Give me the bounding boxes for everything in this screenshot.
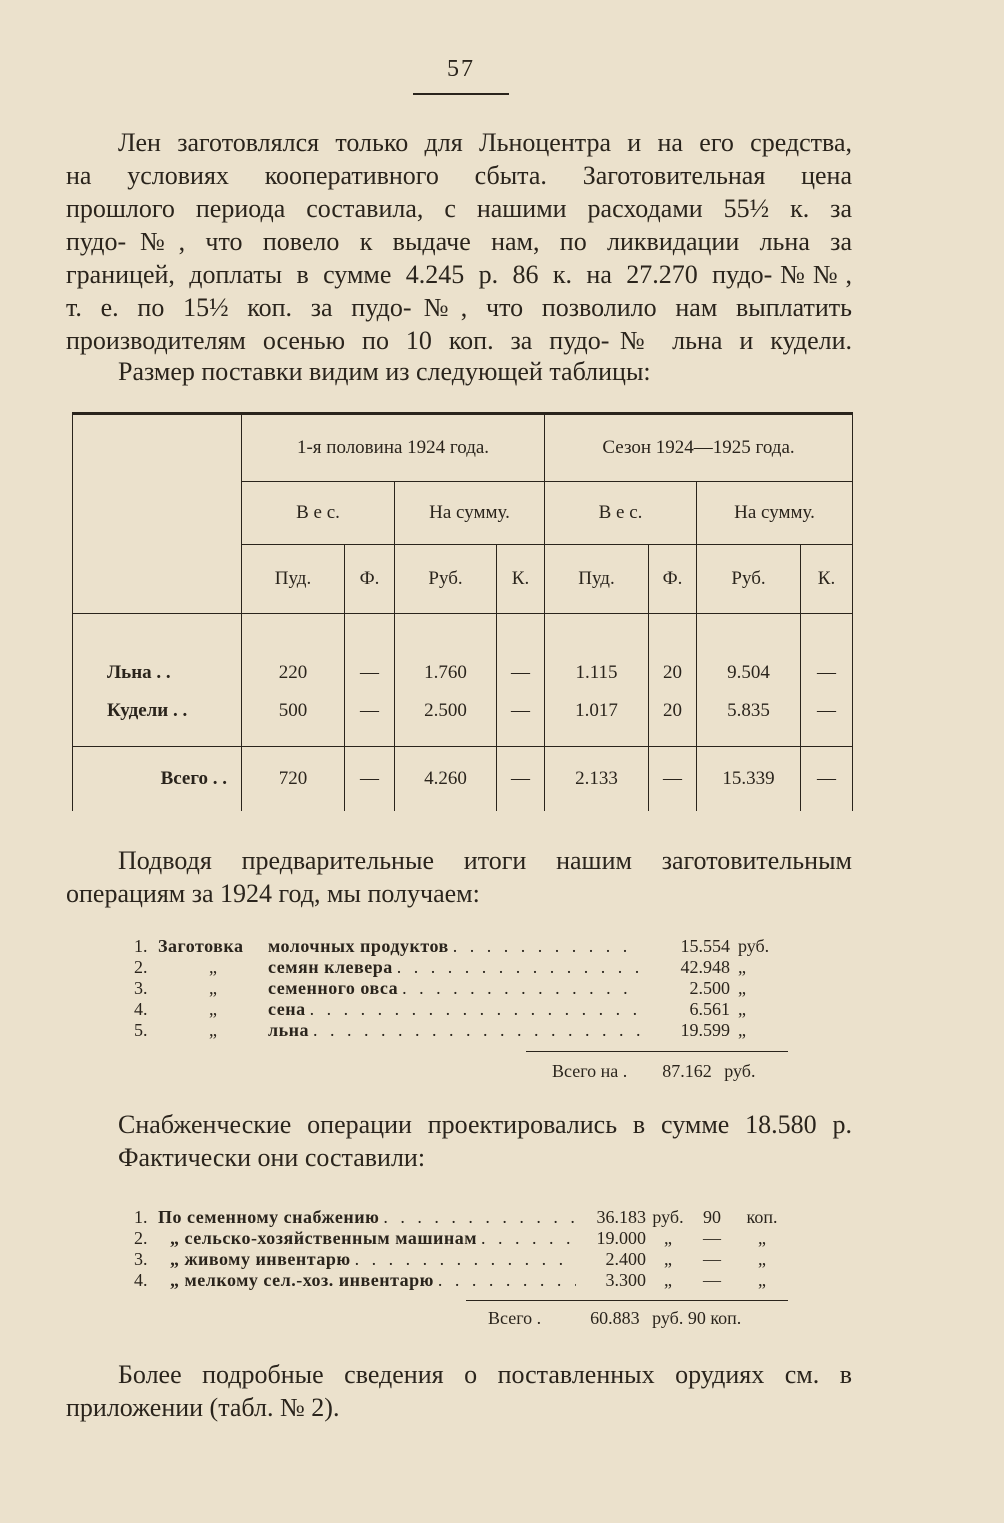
procurement-total [552,1061,755,1082]
item-amount: 2.400 [605,1249,646,1269]
item-amount: 42.948 [680,957,730,977]
table-row [73,692,853,747]
text-line: Фактически они составили: [118,1143,426,1172]
row-label: Всего . . [73,747,242,812]
group-header: Сезон 1924—1925 года. [545,414,853,482]
leader-dots [434,1270,576,1291]
item-kopecks: — [703,1249,721,1269]
leader-dots [398,978,640,999]
table-cell: 1.017 [545,692,649,747]
procurement-list [134,936,790,1041]
item-unit: „ [738,957,746,977]
sum-rule [526,1051,788,1052]
unit-header: Руб. [395,545,497,614]
table-cell: 500 [242,692,345,747]
sub-header: В е с. [242,482,395,545]
item-unit: „ [738,978,746,998]
item-text: „ живому инвентарю [170,1249,351,1269]
table-cell: — [345,614,395,693]
item-kopecks: — [703,1228,721,1248]
table-cell: — [497,692,545,747]
table-cell: 20 [649,614,697,693]
table-cell: 5.835 [697,692,801,747]
text-line: Лен заготовлялся только для Льноцентра и на его средства, [118,128,852,157]
table-cell: 220 [242,614,345,693]
table-total-row [73,747,853,812]
item-number: 5. [134,1020,148,1040]
unit-header: К. [497,545,545,614]
supply-list [134,1207,790,1291]
item-amount: 3.300 [605,1270,646,1290]
item-number: 3. [134,1249,148,1269]
leader-dots [351,1249,576,1270]
item-amount: 15.554 [680,936,730,956]
sub-header: На сумму. [395,482,545,545]
item-number: 4. [134,999,148,1019]
item-amount: 19.599 [680,1020,730,1040]
list-item [134,1020,790,1041]
list-item [134,1270,790,1291]
paragraph-flax [66,126,852,357]
list-item [134,1249,790,1270]
item-number: 2. [134,1228,148,1248]
leader-dots [309,1020,640,1041]
table-cell: — [497,614,545,693]
total-label: Всего на . [552,1061,628,1081]
table-corner [73,414,242,614]
text-line: Размер поставки видим из следующей таблицы: [118,357,651,386]
text-line: производителям осенью по 10 коп. за пудо-№ льна и кудели. [66,326,852,355]
item-unit: „ [738,1020,746,1040]
item-unit: руб. [738,936,770,956]
item-ditto: „ [209,978,217,998]
unit-header: Руб. [697,545,801,614]
table-cell: 1.115 [545,614,649,693]
total-amount: 60.883 [590,1308,640,1328]
item-number: 1. [134,1207,148,1227]
list-item [134,999,790,1020]
item-kopecks-unit: коп. [746,1207,778,1227]
sub-header: На сумму. [697,482,853,545]
text-line: Более подробные сведения о поставленных орудиях см. в [118,1360,852,1389]
item-amount: 6.561 [689,999,730,1019]
item-text: молочных продуктов [268,936,449,956]
item-ditto: „ [209,999,217,1019]
list-item [134,1207,790,1228]
table-cell: 2.500 [395,692,497,747]
row-label: Кудели . . [73,692,242,747]
table-cell: — [649,747,697,812]
list-item [134,1228,790,1249]
item-kopecks-unit: „ [758,1228,766,1248]
text-line: пудо-№, что повело к выдаче нам, по ликвидации льна за [66,227,852,256]
text-line: границей, доплаты в сумме 4.245 р. 86 к. на 27.270 пудо-№№, [66,260,852,289]
unit-header: Пуд. [545,545,649,614]
item-currency: руб. [652,1207,684,1227]
text-line: на условиях кооперативного сбыта. Заготовительная цена [66,161,852,190]
item-text: „ мелкому сел.-хоз. инвентарю [170,1270,434,1290]
table-cell: — [801,747,853,812]
table-cell: 2.133 [545,747,649,812]
supply-table [72,412,853,811]
item-amount: 19.000 [596,1228,646,1248]
item-text: льна [268,1020,309,1040]
item-number: 3. [134,978,148,998]
leader-dots [393,957,640,978]
unit-header: Пуд. [242,545,345,614]
item-amount: 36.183 [596,1207,646,1227]
text-line: прошлого периода составила, с нашими расходами 55½ к. за [66,194,852,223]
page-number-rule [413,93,509,95]
unit-header: Ф. [649,545,697,614]
table-cell: — [497,747,545,812]
item-amount: 2.500 [689,978,730,998]
total-unit: руб. [724,1061,756,1081]
unit-header: Ф. [345,545,395,614]
item-currency: „ [664,1270,672,1290]
leader-dots [449,936,640,957]
leader-dots [379,1207,576,1228]
unit-header: К. [801,545,853,614]
leader-dots [306,999,640,1020]
sub-header: В е с. [545,482,697,545]
table-row [73,614,853,693]
item-text: По семенному снабжению [158,1207,380,1227]
item-kopecks: — [703,1270,721,1290]
item-text: сена [268,999,306,1019]
item-text: семян клевера [268,957,393,977]
sum-rule [466,1300,788,1301]
text-line: Снабженческие операции проектировались в сумме 18.580 р. [118,1110,852,1139]
item-number: 2. [134,957,148,977]
item-ditto: Заготовка [158,936,244,956]
item-currency: „ [664,1228,672,1248]
total-amount: 87.162 [662,1061,712,1081]
paragraph-supply-intro [66,1108,852,1174]
list-item [134,978,790,999]
text-line: Подводя предварительные итоги нашим заготовительным [118,846,852,875]
item-ditto: „ [209,957,217,977]
paragraph-appendix-ref [66,1358,852,1424]
item-kopecks: 90 [703,1207,721,1227]
item-kopecks-unit: „ [758,1270,766,1290]
list-item [134,957,790,978]
text-line: приложении (табл. № 2). [66,1393,340,1422]
total-label: Всего . [488,1308,542,1328]
table-cell: 15.339 [697,747,801,812]
group-header: 1-я половина 1924 года. [242,414,545,482]
table-cell: — [345,747,395,812]
item-ditto: „ [209,1020,217,1040]
text-line: операциям за 1924 год, мы получаем: [66,879,480,908]
item-number: 1. [134,936,148,956]
total-unit: руб. 90 коп. [652,1308,742,1328]
paragraph-summary-intro [66,844,852,910]
table-cell: 4.260 [395,747,497,812]
table-cell: 1.760 [395,614,497,693]
item-kopecks-unit: „ [758,1249,766,1269]
supply-total [488,1308,741,1329]
table-cell: 9.504 [697,614,801,693]
item-currency: „ [664,1249,672,1269]
table-cell: 20 [649,692,697,747]
leader-dots [477,1228,576,1249]
table-cell: — [801,614,853,693]
text-line: т. е. по 15½ коп. за пудо-№, что позволило нам выплатить [66,293,852,322]
paragraph-table-intro [66,355,852,388]
item-unit: „ [738,999,746,1019]
row-label: Льна . . [73,614,242,693]
table-cell: 720 [242,747,345,812]
list-item [134,936,790,957]
table-cell: — [345,692,395,747]
table-cell: — [801,692,853,747]
page-number: 57 [447,56,475,82]
item-number: 4. [134,1270,148,1290]
item-text: семенного овса [268,978,399,998]
item-text: „ сельско-хозяйственным машинам [170,1228,478,1248]
